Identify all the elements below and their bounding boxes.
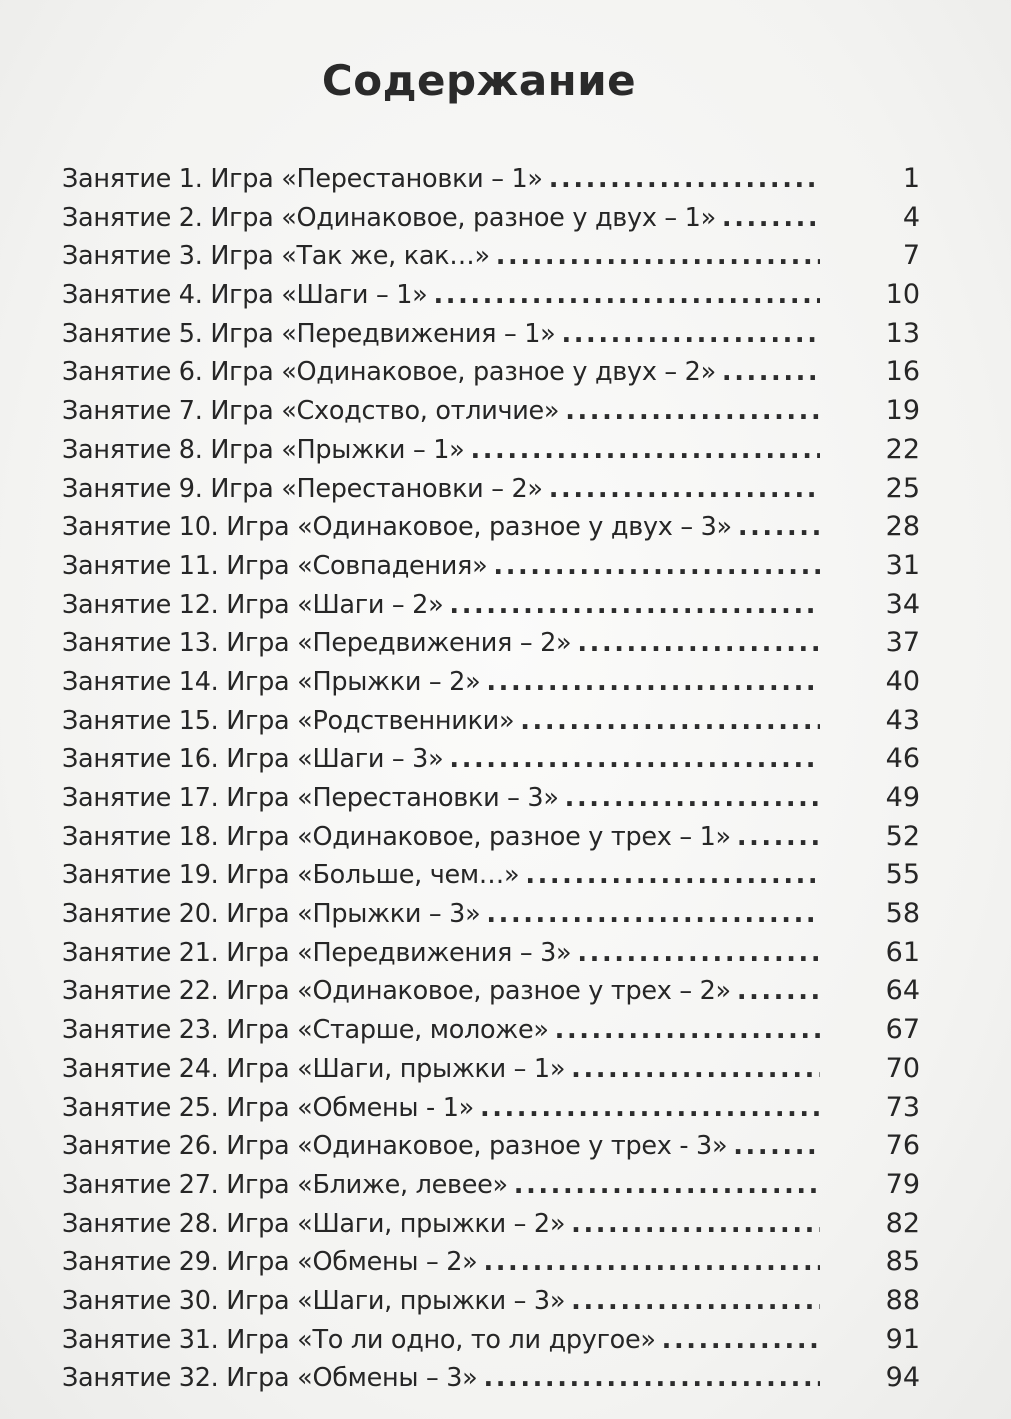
toc-entry	[62, 856, 920, 895]
toc-entry-title: Занятие 32. Игра «Обмены – 3»	[62, 1363, 478, 1394]
toc-entry-title: Занятие 8. Игра «Прыжки – 1»	[62, 434, 465, 465]
toc-dot-leader	[470, 431, 820, 470]
toc-page-number: 4	[902, 201, 920, 233]
toc-entry-title-wrap	[62, 702, 820, 741]
toc-dot-leader	[662, 1321, 820, 1360]
toc-dot-leader	[483, 1359, 820, 1398]
toc-entry-title-wrap	[62, 934, 820, 973]
toc-entry-title-wrap	[62, 663, 820, 702]
toc-dot-leader	[525, 856, 820, 895]
toc-entry-title: Занятие 12. Игра «Шаги – 2»	[62, 589, 444, 620]
toc-entry	[62, 779, 920, 818]
toc-entry-title-wrap	[62, 392, 820, 431]
toc-entry	[62, 1321, 920, 1360]
toc-entry-title-wrap	[62, 818, 820, 857]
toc-entry-title: Занятие 9. Игра «Перестановки – 2»	[62, 473, 543, 504]
toc-page-number: 40	[885, 665, 920, 697]
toc-entry	[62, 1359, 920, 1398]
toc-dot-leader	[549, 160, 820, 199]
toc-entry-title: Занятие 30. Игра «Шаги, прыжки – 3»	[62, 1285, 566, 1316]
toc-dot-leader	[434, 276, 821, 315]
toc-entry	[62, 740, 920, 779]
toc-entry-title: Занятие 1. Игра «Перестановки – 1»	[62, 164, 543, 194]
toc-entry	[62, 934, 920, 973]
toc-entry-title: Занятие 23. Игра «Старше, моложе»	[62, 1015, 549, 1046]
toc-entry-title-wrap	[62, 624, 820, 663]
page-title: Содержание	[321, 56, 637, 105]
toc-entry-title-wrap	[62, 1011, 820, 1050]
toc-page-number: 13	[885, 317, 920, 349]
toc-page-number: 31	[885, 549, 920, 581]
toc-dot-leader	[577, 624, 820, 663]
toc-dot-leader	[571, 1282, 820, 1321]
toc-dot-leader	[571, 1050, 820, 1089]
toc-entry	[62, 199, 920, 238]
toc-entry-title-wrap	[62, 856, 820, 895]
toc-page-number: 10	[885, 279, 920, 311]
toc-entry	[62, 392, 920, 431]
toc-entry-title: Занятие 7. Игра «Сходство, отличие»	[62, 396, 560, 427]
toc-entry	[62, 160, 920, 199]
toc-page-number: 64	[885, 975, 920, 1007]
toc-entry	[62, 663, 920, 702]
toc-dot-leader	[738, 508, 820, 547]
toc-entry-title: Занятие 29. Игра «Обмены – 2»	[62, 1247, 478, 1278]
table-of-contents	[62, 160, 920, 1398]
toc-entry-title-wrap	[62, 237, 820, 276]
toc-entry-title-wrap	[62, 547, 820, 586]
toc-entry-title: Занятие 5. Игра «Передвижения – 1»	[62, 318, 556, 349]
toc-entry-title: Занятие 31. Игра «То ли одно, то ли другое»	[62, 1324, 656, 1355]
toc-entry	[62, 470, 920, 509]
toc-entry-title: Занятие 24. Игра «Шаги, прыжки – 1»	[62, 1053, 566, 1084]
toc-entry-title-wrap	[62, 1127, 820, 1166]
toc-page-number: 34	[885, 588, 920, 620]
toc-page-number: 73	[885, 1091, 920, 1123]
toc-page-number: 49	[885, 782, 920, 813]
toc-dot-leader	[496, 237, 820, 276]
toc-entry	[62, 1282, 920, 1321]
toc-entry-title: Занятие 22. Игра «Одинаковое, разное у трех – 2»	[62, 976, 731, 1007]
toc-dot-leader	[737, 818, 820, 857]
toc-entry-title: Занятие 20. Игра «Прыжки – 3»	[62, 899, 481, 930]
toc-entry-title-wrap	[62, 508, 820, 547]
toc-page-number: 76	[885, 1130, 920, 1162]
toc-entry-title-wrap	[62, 315, 820, 354]
toc-dot-leader	[493, 547, 820, 586]
toc-entry-title: Занятие 14. Игра «Прыжки – 2»	[62, 666, 481, 697]
toc-entry	[62, 237, 920, 276]
toc-entry	[62, 1011, 920, 1050]
toc-page-number: 70	[885, 1052, 920, 1084]
toc-entry	[62, 586, 920, 625]
toc-page-number: 28	[885, 511, 920, 543]
toc-page-number: 25	[885, 472, 920, 504]
toc-entry	[62, 895, 920, 934]
toc-entry	[62, 1089, 920, 1128]
toc-entry	[62, 818, 920, 857]
toc-entry	[62, 1127, 920, 1166]
toc-entry-title: Занятие 21. Игра «Передвижения – 3»	[62, 937, 572, 968]
toc-entry-title: Занятие 17. Игра «Перестановки – 3»	[62, 783, 559, 813]
toc-entry-title: Занятие 4. Игра «Шаги – 1»	[62, 280, 428, 311]
toc-entry-title-wrap	[62, 586, 820, 625]
toc-entry	[62, 624, 920, 663]
toc-entry-title-wrap	[62, 1205, 820, 1244]
toc-entry-title: Занятие 6. Игра «Одинаковое, разное у двух – 2»	[62, 357, 716, 388]
toc-entry-title: Занятие 18. Игра «Одинаковое, разное у трех – 1»	[62, 821, 731, 852]
toc-entry-title: Занятие 25. Игра «Обмены - 1»	[62, 1092, 474, 1123]
toc-entry-title-wrap	[62, 1282, 820, 1321]
toc-page-number: 7	[902, 240, 920, 272]
toc-entry	[62, 276, 920, 315]
toc-dot-leader	[561, 315, 820, 354]
toc-dot-leader	[733, 1127, 820, 1166]
toc-entry-title-wrap	[62, 276, 820, 315]
toc-page-number: 37	[885, 627, 920, 659]
toc-entry-title: Занятие 19. Игра «Больше, чем…»	[62, 860, 520, 891]
toc-page-number: 1	[902, 163, 920, 194]
toc-page-number: 61	[885, 936, 920, 968]
toc-page-number: 91	[885, 1323, 920, 1355]
toc-dot-leader	[722, 353, 820, 392]
toc-dot-leader	[565, 779, 820, 818]
toc-page-number: 94	[885, 1362, 920, 1394]
toc-entry-title-wrap	[62, 779, 820, 818]
toc-page-number: 52	[885, 820, 920, 852]
toc-page-number: 85	[885, 1246, 920, 1278]
toc-dot-leader	[549, 470, 820, 509]
toc-entry	[62, 1166, 920, 1205]
toc-dot-leader	[520, 702, 820, 741]
toc-page-number: 43	[885, 704, 920, 736]
toc-page-number: 46	[885, 743, 920, 775]
toc-entry	[62, 431, 920, 470]
toc-entry-title: Занятие 26. Игра «Одинаковое, разное у трех - 3»	[62, 1131, 728, 1162]
toc-entry-title-wrap	[62, 740, 820, 779]
toc-entry-title-wrap	[62, 1321, 820, 1360]
toc-dot-leader	[514, 1166, 820, 1205]
toc-entry-title-wrap	[62, 160, 820, 199]
toc-entry	[62, 1050, 920, 1089]
toc-entry	[62, 353, 920, 392]
toc-entry-title-wrap	[62, 1050, 820, 1089]
toc-page-number: 19	[885, 395, 920, 427]
toc-page-number: 79	[885, 1168, 920, 1200]
toc-entry	[62, 702, 920, 741]
toc-entry-title: Занятие 16. Игра «Шаги – 3»	[62, 744, 444, 775]
toc-dot-leader	[555, 1011, 820, 1050]
toc-page-number: 55	[885, 859, 920, 891]
toc-entry-title: Занятие 10. Игра «Одинаковое, разное у двух – 3»	[62, 512, 732, 543]
toc-entry-title-wrap	[62, 972, 820, 1011]
toc-entry-title-wrap	[62, 1359, 820, 1398]
toc-entry-title: Занятие 15. Игра «Родственники»	[62, 705, 515, 736]
toc-entry	[62, 1205, 920, 1244]
toc-entry-title-wrap	[62, 1089, 820, 1128]
toc-dot-leader	[571, 1205, 820, 1244]
toc-dot-leader	[480, 1089, 820, 1128]
toc-page-number: 22	[885, 433, 920, 465]
toc-dot-leader	[449, 586, 820, 625]
toc-page-number: 58	[885, 898, 920, 930]
toc-entry-title: Занятие 2. Игра «Одинаковое, разное у двух – 1»	[62, 202, 716, 233]
toc-dot-leader	[449, 740, 820, 779]
toc-page-number: 88	[885, 1284, 920, 1316]
toc-entry-title-wrap	[62, 431, 820, 470]
toc-entry-title-wrap	[62, 1243, 820, 1282]
toc-entry-title-wrap	[62, 199, 820, 238]
toc-dot-leader	[565, 392, 820, 431]
toc-entry	[62, 1243, 920, 1282]
toc-dot-leader	[737, 972, 820, 1011]
toc-page-number: 67	[885, 1014, 920, 1046]
toc-dot-leader	[483, 1243, 820, 1282]
toc-entry	[62, 508, 920, 547]
toc-entry	[62, 315, 920, 354]
toc-dot-leader	[486, 663, 820, 702]
toc-dot-leader	[486, 895, 820, 934]
toc-entry-title: Занятие 11. Игра «Совпадения»	[62, 550, 488, 581]
toc-entry-title-wrap	[62, 353, 820, 392]
toc-entry-title-wrap	[62, 895, 820, 934]
toc-entry-title-wrap	[62, 470, 820, 509]
toc-entry-title-wrap	[62, 1166, 820, 1205]
toc-entry-title: Занятие 13. Игра «Передвижения – 2»	[62, 628, 572, 659]
toc-entry-title: Занятие 28. Игра «Шаги, прыжки – 2»	[62, 1208, 566, 1239]
toc-entry	[62, 547, 920, 586]
toc-entry-title: Занятие 27. Игра «Ближе, левее»	[62, 1169, 508, 1200]
toc-entry	[62, 972, 920, 1011]
toc-page-number: 82	[885, 1207, 920, 1239]
toc-dot-leader	[722, 199, 820, 238]
toc-page-number: 16	[885, 356, 920, 388]
toc-entry-title: Занятие 3. Игра «Так же, как…»	[62, 241, 490, 272]
toc-dot-leader	[577, 934, 820, 973]
